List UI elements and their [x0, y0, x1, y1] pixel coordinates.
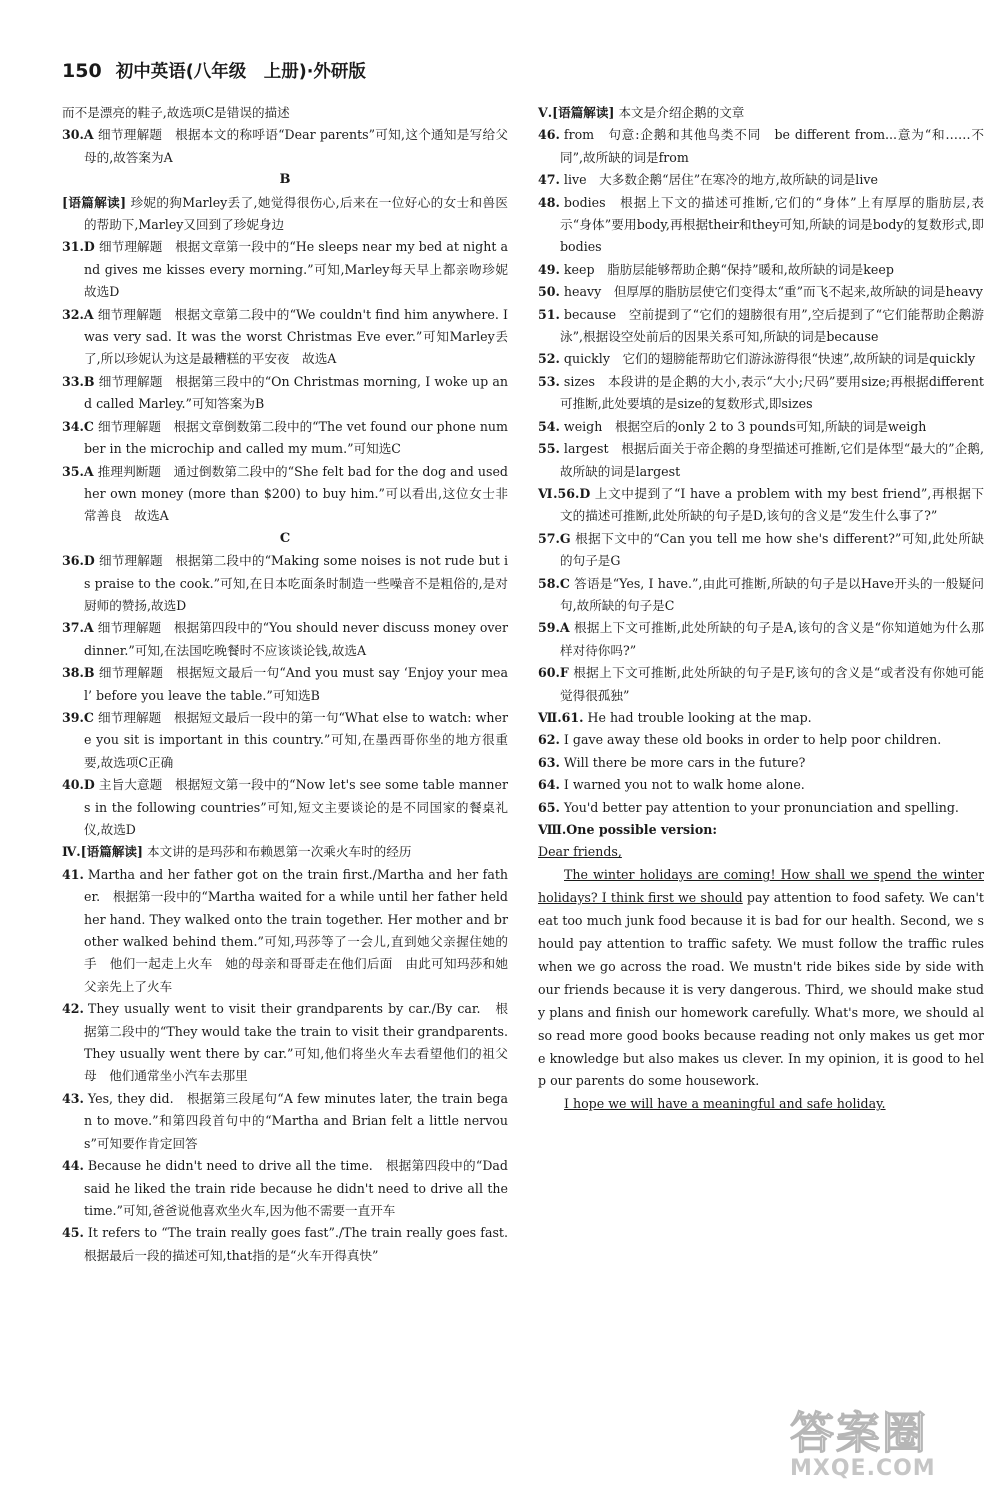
answer-number: [语篇解读]: [62, 194, 127, 210]
answer-number: 43.: [62, 1090, 84, 1106]
answer-number: 37.A: [62, 620, 94, 636]
answer-text: weigh 根据空后的only 2 to 3 pounds可知,所缺的词是weigh: [563, 418, 927, 434]
answer-item: [538, 774, 984, 796]
answer-text: Yes, they did. 根据第三段尾句“A few minutes later, the train began to move.”和第四段首句中的“Martha and Brian felt a little nervous”可知要作肯定回答: [84, 1090, 508, 1151]
answer-text: bodies 根据上下文的描述可推断,它们的“身体”上有厚厚的脂肪层,表示“身体”要用body,再根据their和they可知,所缺的词是body的复数形式,即bodies: [560, 194, 984, 255]
section-heading: B: [279, 172, 291, 188]
answer-item: [538, 281, 984, 303]
answer-number: 63.: [538, 754, 560, 770]
answer-number: 40.D: [62, 777, 95, 793]
answer-item: [62, 998, 508, 1088]
answer-text: 细节理解题 根据文章第二段中的“We couldn't find him anywhere. I was very sad. It was the worst Christmas Eve ever.”可知Marley丢了,所以珍妮认为这是最糟糕的平安夜 故选A: [84, 306, 508, 367]
answer-text: Will there be more cars in the future?: [563, 754, 806, 770]
answer-number: Ⅳ.[语篇解读]: [62, 844, 143, 860]
answer-text: You'd better pay attention to your pronunciation and spelling.: [563, 799, 959, 815]
answer-text: 细节理解题 根据第四段中的“You should never discuss money over dinner.”可知,在法国吃晚餐时不应该谈论钱,故选A: [84, 620, 508, 658]
answer-number: 42.: [62, 1001, 84, 1017]
answer-text: 细节理解题 根据文章第一段中的“He sleeps near my bed at night and gives me kisses every morning.”可知,Marley每天早上都亲吻珍妮 故选D: [84, 239, 521, 300]
answer-item: [62, 1222, 521, 1267]
answer-text: largest 根据后面关于帝企鹅的身型描述可推断,它们是体型“最大的”企鹅,故所缺的词是largest: [560, 441, 984, 479]
answer-item: [62, 124, 508, 169]
answer-item: [62, 550, 508, 617]
answer-number: 51.: [538, 306, 560, 322]
answer-number: 38.B: [62, 665, 95, 681]
answer-number: 65.: [538, 799, 560, 815]
answer-item: [538, 438, 984, 483]
answer-item: [538, 617, 984, 662]
answer-item: [538, 573, 984, 618]
essay-closing: I hope we will have a meaningful and safe holiday.: [564, 1096, 886, 1112]
answer-number: 55.: [538, 441, 560, 457]
answer-number: 34.C: [62, 418, 94, 434]
answer-item: [538, 124, 984, 169]
answer-text: I gave away these old books in order to help poor children.: [563, 732, 942, 748]
answer-text: 珍妮的狗Marley丢了,她觉得很伤心,后来在一位好心的女士和兽医的帮助下,Marley又回到了珍妮身边: [84, 194, 508, 233]
answer-number: Ⅴ.[语篇解读]: [538, 105, 615, 120]
answer-text: sizes 本段讲的是企鹅的大小,表示“大小;尺码”要用size;再根据different可推断,此处要填的是size的复数形式,即sizes: [560, 373, 984, 412]
left-column: [62, 102, 521, 1267]
answer-item: [538, 259, 984, 281]
answer-item: [62, 707, 508, 774]
essay-greeting: Dear friends,: [538, 844, 622, 860]
answer-number: 64.: [538, 777, 560, 793]
answer-item: [538, 192, 984, 259]
answer-number: 57.G: [538, 530, 571, 546]
answer-number: 47.: [538, 172, 560, 188]
answer-text: 根据上下文可推断,此处所缺的句子是A,该句的含义是“你知道她为什么那样对待你吗?”: [560, 620, 984, 658]
answer-number: 32.A: [62, 306, 94, 322]
answer-item: [62, 416, 508, 461]
answer-text: 答语是“Yes, I have.”,由此可推断,所缺的句子是以Have开头的一般疑问句,故所缺的句子是C: [560, 575, 984, 613]
answer-number: 58.C: [538, 575, 570, 591]
essay-body-text: pay attention to food safety. We can't eat too much junk food because it is bad for our health. Second, we should pay attention to traffic safety. We must follow the traffic rules when we go across the road. We mustn't ride bikes side by side with our friends because it is very dangerous. Third, we should make study plans and finish our homework carefully. What's more, we should also read more good books because reading not only makes us get more knowledge but also makes us clever. In my opinion, it is good to help our parents do some housework.: [538, 890, 984, 1089]
answer-number: Ⅷ.One possible version:: [538, 822, 718, 837]
book-title: 初中英语(八年级 上册)·外研版: [115, 62, 366, 82]
answer-number: 50.: [538, 284, 560, 300]
answer-item: [538, 528, 984, 573]
answer-item: [62, 617, 508, 662]
answer-text: They usually went to visit their grandparents by car./By car. 根据第二段中的“They would take the train to visit their grandparents. They usually went there by car.”可知,他们将坐火车去看望他们的祖父母 他们通常坐小汽车去那里: [84, 1001, 508, 1084]
answer-item: [538, 752, 984, 774]
answer-item: [538, 304, 984, 349]
answer-item: [62, 774, 508, 841]
right-column: [538, 102, 984, 1116]
watermark-logo: [790, 1410, 970, 1480]
answer-number: Ⅶ.61.: [538, 709, 584, 725]
answer-item: [62, 662, 508, 707]
answer-item: [538, 707, 984, 729]
answer-number: 52.: [538, 351, 560, 367]
answer-number: 39.C: [62, 709, 94, 725]
answer-text: from 句意:企鹅和其他鸟类不同 be different from...意为“和……不同”,故所缺的词是from: [560, 127, 984, 165]
answer-text: 细节理解题 根据第二段中的“Making some noises is not rude but is praise to the cook.”可知,在日本吃面条时制造一些噪音不是粗俗的,是对厨师的赞扬,故选D: [84, 553, 508, 613]
essay-opening: The winter holidays are coming! How shall we spend the winter holidays? I think first we should: [538, 867, 984, 906]
answer-item: [62, 236, 521, 303]
answer-text: 本文是介绍企鹅的文章: [618, 105, 745, 120]
answer-number: 41.: [62, 866, 84, 882]
answer-text: 主旨大意题 根据短文第一段中的“Now let's see some table manners in the following countries”可知,短文主要谈论的是不同国家的餐桌礼仪,故选D: [84, 777, 508, 837]
answer-number: Ⅵ.56.D: [538, 485, 591, 501]
answer-number: 48.: [538, 194, 560, 210]
answer-item: [62, 102, 508, 124]
answer-text: 细节理解题 根据本文的称呼语“Dear parents”可知,这个通知是写给父母的,故答案为A: [84, 127, 508, 165]
answer-item: [538, 729, 984, 751]
answer-text: 根据下文中的“Can you tell me how she's different?”可知,此处所缺的句子是G: [560, 530, 984, 569]
answer-number: 53.: [538, 373, 560, 389]
answer-number: 36.D: [62, 553, 95, 569]
essay-body: [538, 864, 984, 1093]
answer-text: 推理判断题 通过倒数第二段中的“She felt bad for the dog and used her own money (more than $200) to buy him.”可以看出,这位女士非常善良 故选A: [84, 463, 508, 524]
answer-text: keep 脂肪层能够帮助企鹅“保持”暖和,故所缺的词是keep: [563, 261, 894, 277]
essay: [538, 841, 984, 1116]
answer-text: 细节理解题 根据文章倒数第二段中的“The vet found our phone number in the microchip and called my mum.”可知选C: [84, 418, 508, 457]
answer-item: [538, 483, 984, 528]
answer-number: 45.: [62, 1225, 84, 1241]
answer-item: [62, 841, 508, 863]
answer-item: [62, 1088, 508, 1155]
answer-number: 30.A: [62, 127, 94, 143]
answer-item: [538, 797, 984, 819]
answer-item: [538, 662, 984, 707]
answer-text: Martha and her father got on the train first./Martha and her father. 根据第一段中的“Martha waited for a while until her father held her hand. They walked onto the train together. Her mother and brother walked behind them.”可知,玛莎等了一会儿,直到她父亲握住她的手 他们一起走上火车 她的母亲和哥哥走在他们后面 由此可知玛莎和她父亲先上了火车: [84, 866, 508, 994]
answer-number: 33.B: [62, 373, 95, 389]
answer-number: 31.D: [62, 239, 95, 255]
answer-text: 根据上下文可推断,此处所缺的句子是F,该句的含义是“或者没有你她可能觉得很孤独”: [560, 665, 984, 703]
answer-item: [62, 304, 508, 371]
watermark-en: MXQE.COM: [790, 1456, 936, 1481]
answer-text: Because he didn't need to drive all the time. 根据第四段中的“Dad said he liked the train ride because he didn't need to drive all the time.”可知,爸爸说他喜欢坐火车,因为他不需要一直开车: [84, 1158, 508, 1218]
answer-number: 54.: [538, 418, 560, 434]
answer-number: 35.A: [62, 463, 94, 479]
answer-item: [62, 461, 508, 528]
answer-text: It refers to “The train really goes fast”./The train really goes fast. 根据最后一段的描述可知,that指的是“火车开得真快”: [84, 1225, 521, 1263]
answer-number: 49.: [538, 261, 560, 277]
answer-number: 60.F: [538, 665, 569, 681]
answer-text: quickly 它们的翅膀能帮助它们游泳游得很“快速”,故所缺的词是quickly: [563, 351, 976, 367]
answer-item: [538, 348, 984, 370]
answer-text: live 大多数企鹅“居住”在寒冷的地方,故所缺的词是live: [563, 172, 878, 188]
answer-item: [538, 102, 984, 124]
answer-text: 细节理解题 根据第三段中的“On Christmas morning, I woke up and called Marley.”可知答案为B: [84, 373, 508, 412]
answer-text: 而不是漂亮的鞋子,故选项C是错误的描述: [62, 105, 290, 120]
page-header: [62, 58, 942, 83]
answer-item: [62, 192, 508, 237]
answer-text: 细节理解题 根据短文最后一句“And you must say ‘Enjoy your meal’ before you leave the table.”可知选B: [84, 665, 508, 703]
answer-item: [538, 819, 984, 841]
answer-text: because 空前提到了“它们的翅膀很有用”,空后提到了“它们能帮助企鹅游泳”,根据设空处前后的因果关系可知,所缺的词是because: [560, 306, 984, 345]
right-column-answers: [538, 102, 984, 841]
answer-item: [62, 864, 508, 998]
answer-text: 细节理解题 根据短文最后一段中的第一句“What else to watch: where you sit is important in this country.”可知,在墨西哥你坐的地方很重要,故选项C正确: [84, 709, 508, 770]
answer-text: 上文中提到了“I have a problem with my best friend”,再根据下文的描述可推断,此处所缺的句子是D,该句的含义是“发生什么事了?”: [560, 485, 984, 524]
answer-number: 46.: [538, 127, 560, 143]
answer-number: 59.A: [538, 620, 570, 636]
answer-item: [62, 1155, 508, 1222]
answer-text: I warned you not to walk home alone.: [563, 777, 805, 793]
answer-item: [538, 371, 984, 416]
page-number: 150: [62, 60, 102, 82]
answer-number: 62.: [538, 732, 560, 748]
answer-text: He had trouble looking at the map.: [587, 709, 812, 725]
answer-item: [538, 169, 984, 191]
watermark-cn: 答案圈: [790, 1408, 928, 1459]
answer-text: 本文讲的是玛莎和布赖恩第一次乘火车时的经历: [146, 844, 412, 860]
section-heading: C: [279, 530, 291, 546]
answer-item: [62, 371, 508, 416]
answer-text: heavy 但厚厚的脂肪层使它们变得太“重”而飞不起来,故所缺的词是heavy: [563, 284, 983, 300]
answer-number: 44.: [62, 1158, 84, 1174]
answer-item: [538, 416, 984, 438]
